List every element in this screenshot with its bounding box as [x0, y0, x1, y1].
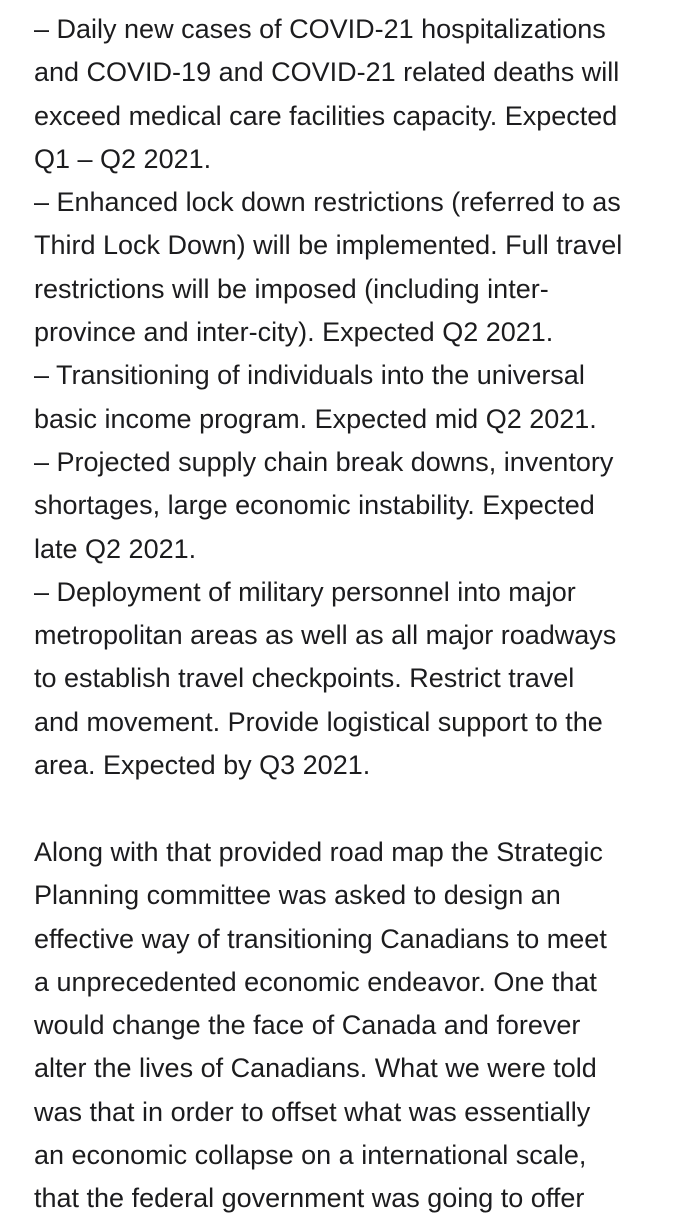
paragraph-line: an economic collapse on a international scale,: [34, 1140, 587, 1171]
list-line: – Deployment of military personnel into major: [34, 576, 576, 607]
paragraph-line: alter the lives of Canadians. What we were told: [34, 1053, 597, 1084]
list-line: – Projected supply chain break downs, inventory: [34, 446, 614, 477]
list-line: Q1 – Q2 2021.: [34, 143, 212, 174]
paragraph-line: that the federal government was going to offer: [34, 1183, 585, 1214]
list-line: province and inter-city). Expected Q2 2021.: [34, 317, 554, 348]
list-line: and COVID-19 and COVID-21 related deaths will: [34, 57, 620, 88]
paragraph-line: Planning committee was asked to design an: [34, 880, 561, 911]
paragraph-line: Along with that provided road map the Strategic: [34, 837, 603, 867]
body-paragraph: [34, 831, 674, 1221]
list-line: metropolitan areas as well as all major roadways: [34, 620, 617, 651]
paragraph-line: a unprecedented economic endeavor. One that: [34, 966, 597, 997]
paragraph-line: would change the face of Canada and forever: [34, 1010, 581, 1041]
paragraph-line: was that in order to offset what was essentially: [34, 1096, 591, 1127]
paragraph-line: effective way of transitioning Canadians to meet: [34, 923, 607, 954]
list-line: – Enhanced lock down restrictions (referred to as: [34, 187, 621, 218]
list-line: Third Lock Down) will be implemented. Full travel: [34, 230, 623, 261]
list-line: late Q2 2021.: [34, 533, 197, 564]
list-line: exceed medical care facilities capacity. Expected: [34, 100, 618, 131]
bullet-list: [34, 8, 674, 787]
list-line: to establish travel checkpoints. Restrict travel: [34, 663, 575, 694]
list-line: and movement. Provide logistical support to the: [34, 706, 603, 737]
list-line: shortages, large economic instability. Expected: [34, 490, 595, 521]
list-line: – Transitioning of individuals into the universal: [34, 360, 585, 391]
list-line: restrictions will be imposed (including inter-: [34, 273, 549, 304]
list-line: – Daily new cases of COVID-21 hospitalizations: [34, 14, 606, 44]
list-line: basic income program. Expected mid Q2 2021.: [34, 403, 597, 434]
list-line: area. Expected by Q3 2021.: [34, 750, 371, 781]
